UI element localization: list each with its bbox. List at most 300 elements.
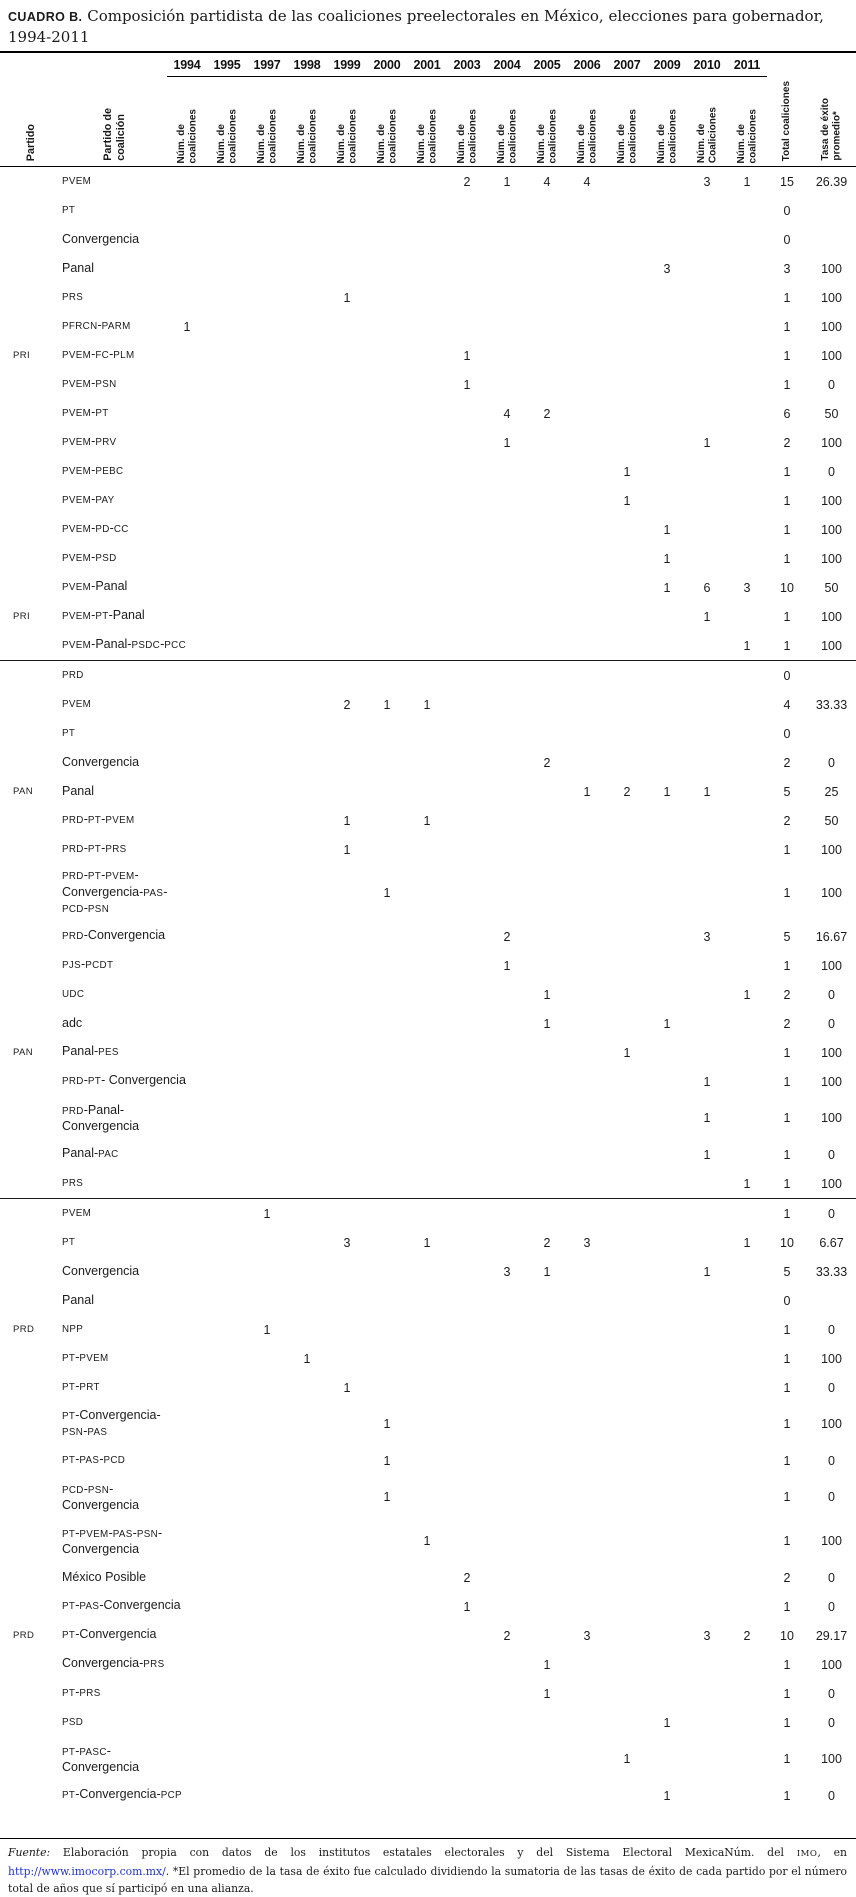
num-coaliciones-label: Núm. de coaliciones [535,108,558,163]
total-coalitions-cell: 1 [783,886,791,900]
year-value-cell: 1 [543,987,551,1002]
year-value-cell: 1 [423,1235,431,1250]
coalition-party-name: Convergencia-PRS [62,1656,165,1671]
success-rate-cell: 50 [824,406,839,421]
total-coaliciones-column-header [767,53,807,166]
num-coaliciones-label: Núm. de coaliciones [455,108,478,163]
coalition-party-name: PT-PRT [62,1379,100,1394]
total-coalitions-cell: 1 [783,319,791,334]
coalition-party-name: PRS [62,1178,84,1190]
coalition-party-name: PCD-PSN- Convergencia [62,1481,140,1512]
coalition-party-name: PFRCN-PARM [62,318,131,333]
table-row [0,1621,856,1650]
tasa-exito-header-label: Tasa de éxito promedio* [820,98,843,161]
year-subheader [567,76,607,166]
num-coaliciones-label: Núm. de coaliciones [215,108,238,163]
success-rate-cell: 6.67 [819,1235,844,1250]
coalition-party-name: PT [62,205,76,217]
table-row [0,806,856,835]
year-value-cell: 2 [463,1570,471,1585]
total-coalitions-cell: 0 [783,1293,791,1308]
total-coalitions-cell: 1 [783,1788,791,1803]
table-section [0,167,856,660]
coalition-party-name: PVEM-PRV [62,434,117,449]
total-coalitions-cell: 15 [780,174,794,189]
table-row [0,777,856,806]
success-rate-cell: 100 [821,1534,842,1548]
success-rate-cell: 100 [821,1417,842,1431]
year-subheader [367,76,407,166]
coalition-party-name: Panal-PAC [62,1146,119,1161]
num-coaliciones-label: Núm. de coaliciones [495,108,518,163]
table-row [0,980,856,1009]
num-coaliciones-label: Núm. de coaliciones [735,108,758,163]
table-row [0,1199,856,1228]
num-coaliciones-label: Núm. de coaliciones [415,108,438,163]
total-coalitions-cell: 2 [783,755,791,770]
year-value-cell: 1 [703,1111,711,1125]
year-header: 2004 [487,53,527,77]
year-subheader [207,76,247,166]
success-rate-cell: 0 [828,1788,835,1803]
coalition-party-name: PT [62,1237,76,1249]
year-value-cell: 1 [343,290,351,305]
table-row [0,1592,856,1621]
total-coalitions-cell: 1 [783,609,791,624]
year-subheader [287,76,327,166]
total-coalitions-cell: 1 [783,1206,791,1221]
year-value-cell: 1 [463,1599,471,1614]
year-value-cell: 1 [383,1490,391,1504]
coalition-party-name: PVEM-PT [62,405,109,420]
table-row [0,1519,856,1563]
table-row [0,748,856,777]
year-value-cell: 1 [383,886,391,900]
total-coalitions-cell: 1 [783,1176,791,1191]
year-value-cell: 1 [543,1016,551,1031]
table-row [0,1446,856,1475]
year-value-cell: 1 [743,987,751,1002]
num-coaliciones-label: Núm. de coaliciones [655,108,678,163]
success-rate-cell: 100 [821,842,842,857]
year-value-cell: 2 [543,406,551,421]
party-group-label: PRD [13,1630,35,1641]
coalition-party-name: adc [62,1016,83,1031]
year-header: 1999 [327,53,367,77]
coalition-party-name: México Posible [62,1570,147,1585]
year-header: 2011 [727,53,767,77]
total-coalitions-cell: 1 [783,290,791,305]
year-value-cell: 1 [663,580,671,595]
coalition-party-name: PVEM [62,1208,92,1220]
total-coalitions-cell: 1 [783,1417,791,1431]
table-row [0,399,856,428]
total-coalitions-cell: 1 [783,1715,791,1730]
year-subheader [407,76,447,166]
year-value-cell: 3 [703,929,711,944]
year-subheader [487,76,527,166]
total-coalitions-cell: 10 [780,580,794,595]
year-value-cell: 1 [703,1074,711,1089]
num-coaliciones-label: Núm. de coaliciones [375,108,398,163]
year-value-cell: 2 [543,1235,551,1250]
year-value-cell: 1 [383,1453,391,1468]
success-rate-cell: 100 [821,522,842,537]
year-value-cell: 3 [503,1264,511,1279]
source-text-2: , en [817,1846,847,1859]
success-rate-cell: 0 [828,987,835,1002]
year-header: 2001 [407,53,447,77]
party-group-label: PAN [13,1047,34,1058]
party-group-label: PRI [13,350,31,361]
coalition-party-name: PJS-PCDT [62,957,114,972]
year-value-cell: 1 [503,958,511,973]
year-value-cell: 1 [743,638,751,653]
year-value-cell: 1 [663,551,671,566]
year-value-cell: 1 [743,1176,751,1191]
success-rate-cell: 33.33 [815,1264,848,1279]
coalition-party-name: PT-Convergencia- PSN-PAS [62,1407,161,1438]
success-rate-cell: 0 [828,755,835,770]
total-coalitions-cell: 1 [783,551,791,566]
year-header: 2000 [367,53,407,77]
coalition-party-name: PT-PVEM [62,1350,109,1365]
table-title-text: Composición partidista de las coaliciones preelectorales en México, elecciones para gobernador, 1994-2011 [8,7,824,46]
success-rate-cell: 100 [821,1351,842,1366]
table-row [0,661,856,690]
year-header: 2010 [687,53,727,77]
year-subheader [727,76,767,166]
total-coalitions-cell: 1 [783,348,791,363]
table-section [0,660,856,1198]
total-coalitions-cell: 1 [783,464,791,479]
year-value-cell: 1 [183,319,191,334]
tasa-exito-column-header [807,53,856,166]
total-coalitions-cell: 1 [783,1111,791,1125]
year-value-cell: 2 [543,755,551,770]
year-value-cell: 1 [663,1016,671,1031]
coalition-party-name: Panal [62,1293,94,1308]
year-value-cell: 1 [703,1264,711,1279]
success-rate-cell: 0 [828,1570,835,1585]
year-value-cell: 3 [743,580,751,595]
table-row [0,1781,856,1810]
year-value-cell: 1 [263,1206,271,1221]
total-coaliciones-header-label: Total coaliciones [781,80,793,161]
year-header: 1994 [167,53,207,77]
coalition-party-name: PRS [62,292,84,304]
year-subheader [607,76,647,166]
year-value-cell: 1 [743,174,751,189]
year-value-cell: 1 [663,1788,671,1803]
total-coalitions-cell: 1 [783,1453,791,1468]
year-subheader [687,76,727,166]
table-row [0,457,856,486]
coalition-party-name: PVEM [62,176,92,188]
success-rate-cell: 100 [821,609,842,624]
year-header: 1997 [247,53,287,77]
total-coalitions-cell: 1 [783,842,791,857]
year-header: 2005 [527,53,567,77]
coalition-party-name: Convergencia [62,232,140,247]
table-row [0,1679,856,1708]
year-value-cell: 1 [343,1380,351,1395]
year-value-cell: 2 [503,929,511,944]
table-row [0,1257,856,1286]
table-row [0,602,856,631]
table-row [0,1650,856,1679]
total-coalitions-cell: 1 [783,377,791,392]
year-value-cell: 3 [663,261,671,276]
total-coalitions-cell: 2 [783,813,791,828]
coalition-party-name: PSD [62,1717,84,1729]
success-rate-cell: 0 [828,377,835,392]
table-row [0,544,856,573]
total-coalitions-cell: 5 [783,1264,791,1279]
success-rate-cell: 0 [828,1715,835,1730]
num-coaliciones-label: Núm. de coaliciones [575,108,598,163]
coalition-party-name: PRD-PT- Convergencia [62,1073,186,1088]
success-rate-cell: 100 [821,1045,842,1060]
total-coalitions-cell: 1 [783,958,791,973]
year-value-cell: 3 [703,1628,711,1643]
table-row [0,631,856,660]
total-coalitions-cell: 0 [783,668,791,683]
total-coalitions-cell: 2 [783,1570,791,1585]
total-coalitions-cell: 4 [783,697,791,712]
table-row [0,1038,856,1067]
year-value-cell: 1 [663,784,671,799]
year-value-cell: 1 [343,813,351,828]
coalition-party-name: PRD-PT-PVEM- Convergencia-PAS- PCD-PSN [62,868,168,916]
success-rate-cell: 0 [828,1206,835,1221]
coalition-party-name: PVEM-Panal-PSDC-PCC [62,637,187,652]
total-coalitions-cell: 1 [783,1752,791,1766]
imo-acronym: IMO [796,1849,818,1859]
table-row [0,1169,856,1198]
table-row [0,1344,856,1373]
success-rate-cell: 100 [821,638,842,653]
total-coalitions-cell: 5 [783,929,791,944]
num-coaliciones-label: Núm. de Coaliciones [695,106,718,163]
table-row [0,254,856,283]
coalition-party-name: PRD-PT-PRS [62,841,127,856]
table-row [0,922,856,951]
total-coalitions-cell: 0 [783,203,791,218]
year-value-cell: 4 [503,406,511,421]
party-group-label: PRD [13,1324,35,1335]
success-rate-cell: 100 [821,290,842,305]
coalition-party-name: PT-PAS-Convergencia [62,1598,181,1613]
coalition-party-name: PRD-PT-PVEM [62,812,135,827]
table-row [0,341,856,370]
year-value-cell: 1 [423,813,431,828]
table-row [0,1140,856,1169]
coalition-party-name: PRD-Panal- Convergencia [62,1102,140,1133]
year-value-cell: 1 [503,174,511,189]
year-value-cell: 1 [703,784,711,799]
year-value-cell: 2 [343,697,351,712]
success-rate-cell: 0 [828,1490,835,1504]
partido-header-label: Partido [24,123,37,161]
coalition-party-name: Convergencia [62,755,140,770]
partido-column-header [0,53,62,166]
coalition-party-name: UDC [62,989,85,1001]
num-coaliciones-label: Núm. de coaliciones [255,108,278,163]
coalition-party-name: NPP [62,1324,84,1336]
table-section [0,1198,856,1810]
table-row [0,1737,856,1781]
coalition-party-name: PT-Convergencia [62,1627,157,1642]
success-rate-cell: 100 [821,1176,842,1191]
table-row [0,1315,856,1344]
year-subheader [247,76,287,166]
table-row [0,1475,856,1519]
total-coalitions-cell: 1 [783,1045,791,1060]
year-value-cell: 1 [423,1534,431,1548]
success-rate-cell: 100 [821,1111,842,1125]
total-coalitions-cell: 1 [783,1322,791,1337]
year-value-cell: 4 [543,174,551,189]
year-value-cell: 1 [463,348,471,363]
year-value-cell: 1 [383,1417,391,1431]
table-title-label: CUADRO B. [8,10,83,24]
table-row [0,719,856,748]
table-row [0,835,856,864]
year-value-cell: 4 [583,174,591,189]
year-value-cell: 1 [743,1235,751,1250]
year-value-cell: 2 [623,784,631,799]
table-row [0,486,856,515]
table-body [0,167,856,1810]
total-coalitions-cell: 1 [783,1490,791,1504]
total-coalitions-cell: 1 [783,1686,791,1701]
year-header: 1998 [287,53,327,77]
total-coalitions-cell: 10 [780,1628,794,1643]
coalition-party-name: Panal-PES [62,1044,119,1059]
coalition-party-name: Convergencia [62,1264,140,1279]
year-value-cell: 3 [583,1235,591,1250]
source-text-1: Elaboración propia con datos de los institutos estatales electorales y del Sistema Electoral MexicaNúm. del [50,1846,797,1859]
coalition-party-name: PRD-Convergencia [62,928,166,943]
total-coalitions-cell: 2 [783,987,791,1002]
success-rate-cell: 100 [821,1074,842,1089]
success-rate-cell: 33.33 [815,697,848,712]
table-row [0,951,856,980]
year-header: 2006 [567,53,607,77]
coalition-party-name: PVEM-FC-PLM [62,347,135,362]
year-header: 1995 [207,53,247,77]
year-value-cell: 1 [663,1715,671,1730]
year-subheader [447,76,487,166]
year-header: 2003 [447,53,487,77]
total-coalitions-cell: 6 [783,406,791,421]
total-coalitions-cell: 1 [783,493,791,508]
table-row [0,370,856,399]
source-link[interactable]: http://www.imocorp.com.mx/ [8,1865,166,1878]
partido-coalicion-column-header [62,53,167,166]
year-header: 2009 [647,53,687,77]
total-coalitions-cell: 3 [783,261,791,276]
year-value-cell: 1 [583,784,591,799]
coalition-party-name: PVEM-PEBC [62,463,124,478]
total-coalitions-cell: 2 [783,435,791,450]
table-row [0,864,856,922]
num-coaliciones-label: Núm. de coaliciones [615,108,638,163]
total-coalitions-cell: 1 [783,1599,791,1614]
year-value-cell: 1 [623,1045,631,1060]
year-value-cell: 1 [543,1264,551,1279]
table-row [0,167,856,196]
success-rate-cell: 26.39 [815,174,848,189]
table-row [0,1286,856,1315]
year-value-cell: 1 [623,464,631,479]
success-rate-cell: 16.67 [815,929,848,944]
table-row [0,225,856,254]
year-header: 2007 [607,53,647,77]
success-rate-cell: 100 [821,958,842,973]
success-rate-cell: 100 [821,1657,842,1672]
coalition-party-name: PVEM-Panal [62,579,128,594]
num-coaliciones-label: Núm. de coaliciones [335,108,358,163]
table-row [0,515,856,544]
year-value-cell: 1 [543,1686,551,1701]
table-row [0,1373,856,1402]
total-coalitions-cell: 1 [783,1534,791,1548]
year-value-cell: 1 [303,1351,311,1366]
year-value-cell: 1 [503,435,511,450]
success-rate-cell: 100 [821,1752,842,1766]
source-note [0,1839,856,1897]
success-rate-cell: 25 [824,784,839,799]
year-subheader [647,76,687,166]
success-rate-cell: 0 [828,1322,835,1337]
table-row [0,428,856,457]
table-header [0,51,856,167]
total-coalitions-cell: 1 [783,1351,791,1366]
year-value-cell: 1 [703,435,711,450]
total-coalitions-cell: 1 [783,638,791,653]
coalition-party-name: PT-PAS-PCD [62,1452,126,1467]
year-value-cell: 1 [383,697,391,712]
source-text-3: . *El promedio de la tasa de éxito fue calculado dividiendo la sumatoria de las tasas de éxito de cada partido por el número total de años que sí participó en una alianza. [8,1865,847,1895]
coalition-party-name: Panal [62,784,94,799]
total-coalitions-cell: 10 [780,1235,794,1250]
coalition-party-name: PVEM-PAY [62,492,115,507]
total-coalitions-cell: 1 [783,1657,791,1672]
success-rate-cell: 50 [824,813,839,828]
table-title [0,0,856,47]
table-row [0,1096,856,1140]
success-rate-cell: 100 [821,319,842,334]
year-value-cell: 1 [463,377,471,392]
year-value-cell: 1 [263,1322,271,1337]
year-value-cell: 1 [423,697,431,712]
total-coalitions-cell: 1 [783,1074,791,1089]
total-coalitions-cell: 0 [783,232,791,247]
table-row [0,1563,856,1592]
table-row [0,1067,856,1096]
coalition-party-name: PRD [62,670,84,682]
year-value-cell: 1 [623,1752,631,1766]
year-value-cell: 3 [343,1235,351,1250]
table-row [0,573,856,602]
table-row [0,312,856,341]
table-row [0,196,856,225]
year-value-cell: 1 [703,1147,711,1162]
year-value-cell: 2 [503,1628,511,1643]
year-value-cell: 2 [743,1628,751,1643]
